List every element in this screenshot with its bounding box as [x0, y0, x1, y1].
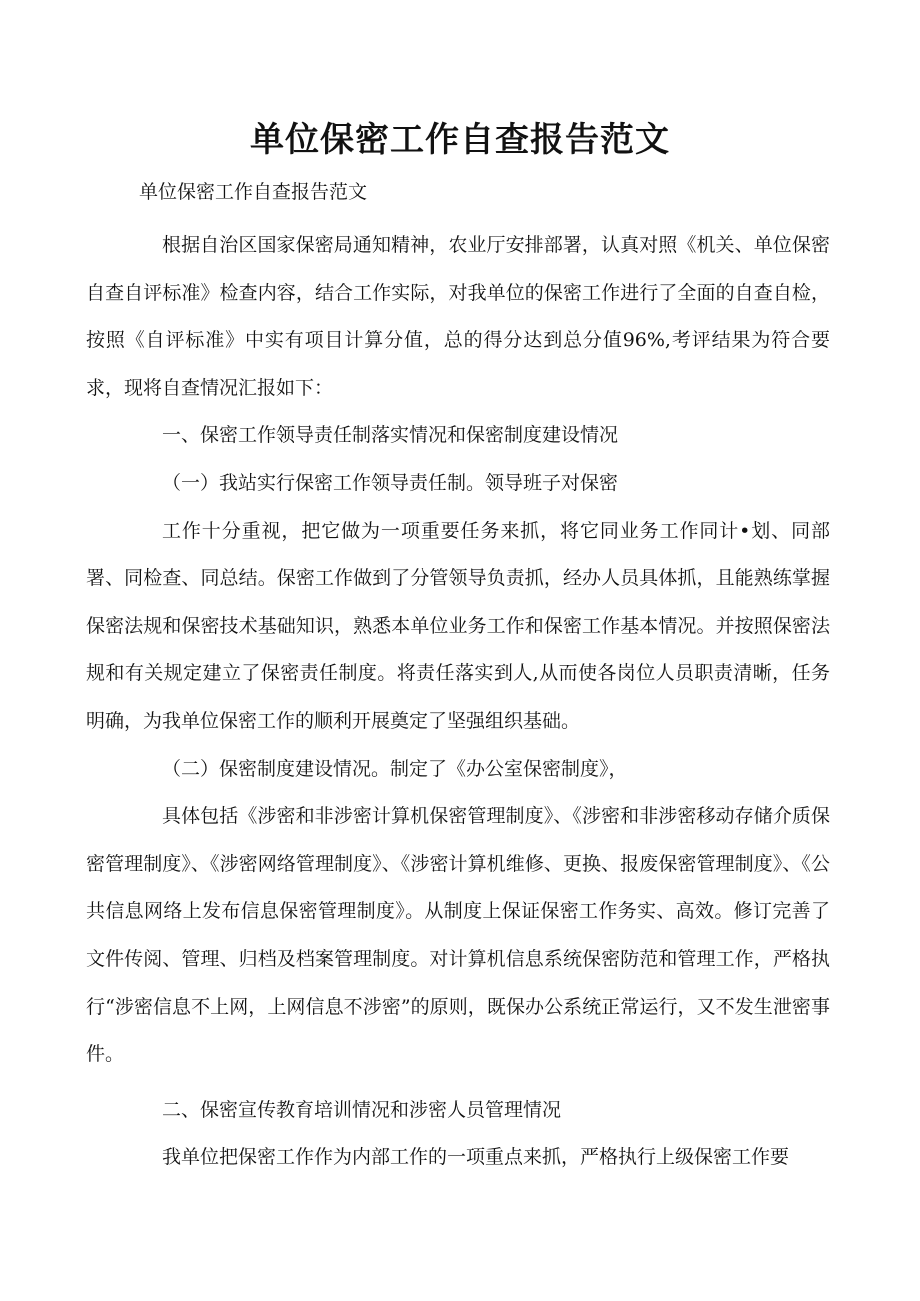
document-title: 单位保密工作自查报告范文 [250, 120, 670, 160]
paragraph-intro: 根据自治区国家保密局通知精神，农业厅安排部署，认真对照《机关、单位保密自查自评标准》检查内容，结合工作实际，对我单位的保密工作进行了全面的自查自检，按照《自评标准》中实有项目计算分值，总的得分达到总分值96%,考评结果为符合要求，现将自查情况汇报如下： [86, 234, 830, 399]
paragraph-regulations: 具体包括《涉密和非涉密计算机保密管理制度》、《涉密和非涉密移动存储介质保密管理制度》、《涉密网络管理制度》、《涉密计算机维修、更换、报废保密管理制度》、《公共信息网络上发布信息保密管理制度》。从制度上保证保密工作务实、高效。修订完善了文件传阅、管理、归档及档案管理制度。对计算机信息系统保密防范和管理工作，严格执行“涉密信息不上网，上网信息不涉密”的原则，既保办公系统正常运行，又不发生泄密事件。 [86, 805, 830, 1066]
paragraph-responsibility: 工作十分重视，把它做为一项重要任务来抓，将它同业务工作同计•划、同部署、同检查、同总结。保密工作做到了分管领导负责抓，经办人员具体抓，且能熟练掌握保密法规和保密技术基础知识，熟悉本单位业务工作和保密工作基本情况。并按照保密法规和有关规定建立了保密责任制度。将责任落实到人,从而使各岗位人员职责清晰，任务明确，为我单位保密工作的顺利开展奠定了坚强组织基础。 [86, 519, 830, 732]
section-heading-1: 一、保密工作领导责任制落实情况和保密制度建设情况 [162, 424, 619, 447]
paragraph-training: 我单位把保密工作作为内部工作的一项重点来抓，严格执行上级保密工作要 [162, 1146, 790, 1169]
document-subtitle: 单位保密工作自查报告范文 [139, 181, 368, 203]
subsection-heading-2: （二）保密制度建设情况。制定了《办公室保密制度》， [162, 757, 628, 780]
document-body [86, 222, 830, 1182]
subsection-heading-1: （一）我站实行保密工作领导责任制。领导班子对保密 [162, 471, 619, 494]
section-heading-2: 二、保密宣传教育培训情况和涉密人员管理情况 [162, 1098, 562, 1121]
